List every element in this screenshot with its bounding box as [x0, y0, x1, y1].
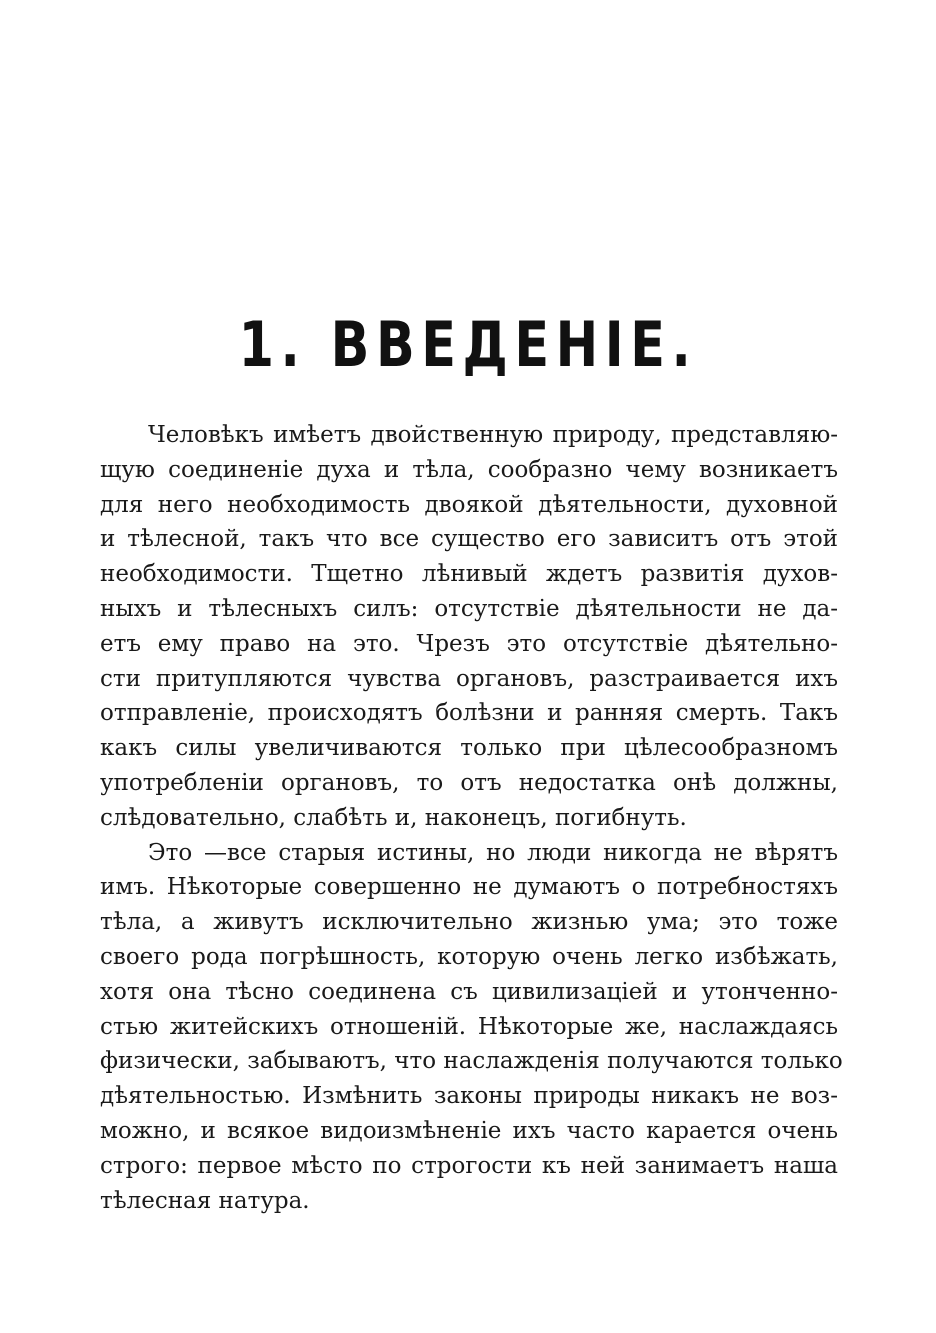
- paragraph-2-line-1: Это —все старыя истины, но люди никогда не вѣрятъ: [148, 839, 838, 866]
- chapter-title: 1. ВВЕДЕНІЕ.: [238, 308, 698, 381]
- paragraph-1-line-11: употребленіи органовъ, то отъ недостатка онѣ должны,: [100, 769, 838, 796]
- paragraph-2-line-11: тѣлесная натура.: [100, 1187, 310, 1214]
- paragraph-2-line-9: можно, и всякое видоизмѣненіе ихъ часто карается очень: [100, 1117, 838, 1144]
- paragraph-1-line-2: щую соединеніе духа и тѣла, сообразно чему возникаетъ: [100, 456, 838, 483]
- paragraph-2-line-3: тѣла, а живутъ исключительно жизнью ума; это тоже: [100, 909, 838, 936]
- paragraph-1-line-9: отправленіе, происходятъ болѣзни и ранняя смерть. Такъ: [100, 700, 838, 727]
- body-text: [100, 418, 843, 1218]
- paragraph-1-line-1: Человѣкъ имѣетъ двойственную природу, представляю-: [148, 422, 838, 448]
- paragraph-2-line-10: строго: первое мѣсто по строгости къ ней занимаетъ наша: [100, 1152, 838, 1179]
- paragraph-1-line-4: и тѣлесной, такъ что все существо его зависитъ отъ этой: [100, 526, 838, 553]
- paragraph-2-line-8: дѣятельностью. Измѣнить законы природы никакъ не воз-: [100, 1083, 838, 1110]
- paragraph-1-line-8: сти притупляются чувства органовъ, разстраивается ихъ: [100, 665, 838, 692]
- paragraph-2-line-5: хотя она тѣсно соединена съ цивилизаціей и утонченно-: [100, 978, 838, 1005]
- paragraph-1-line-7: етъ ему право на это. Чрезъ это отсутствіе дѣятельно-: [100, 630, 838, 657]
- paragraph-1-line-12: слѣдовательно, слабѣть и, наконецъ, погибнуть.: [100, 804, 687, 831]
- paragraph-2-line-7: физически, забываютъ, что наслажденія получаются только: [100, 1048, 843, 1075]
- paragraph-1-line-10: какъ силы увеличиваются только при цѣлесообразномъ: [100, 735, 838, 762]
- paragraph-1-line-6: ныхъ и тѣлесныхъ силъ: отсутствіе дѣятельности не да-: [100, 595, 838, 622]
- paragraph-1-line-3: для него необходимость двоякой дѣятельности, духовной: [100, 491, 838, 518]
- paragraph-2-line-2: имъ. Нѣкоторые совершенно не думаютъ о потребностяхъ: [100, 874, 838, 901]
- paragraph-2-line-4: своего рода погрѣшность, которую очень легко избѣжать,: [100, 943, 838, 970]
- paragraph-1-line-5: необходимости. Тщетно лѣнивый ждетъ развитія духов-: [100, 561, 838, 588]
- paragraph-2-line-6: стью житейскихъ отношеній. Нѣкоторые же, наслаждаясь: [100, 1013, 838, 1040]
